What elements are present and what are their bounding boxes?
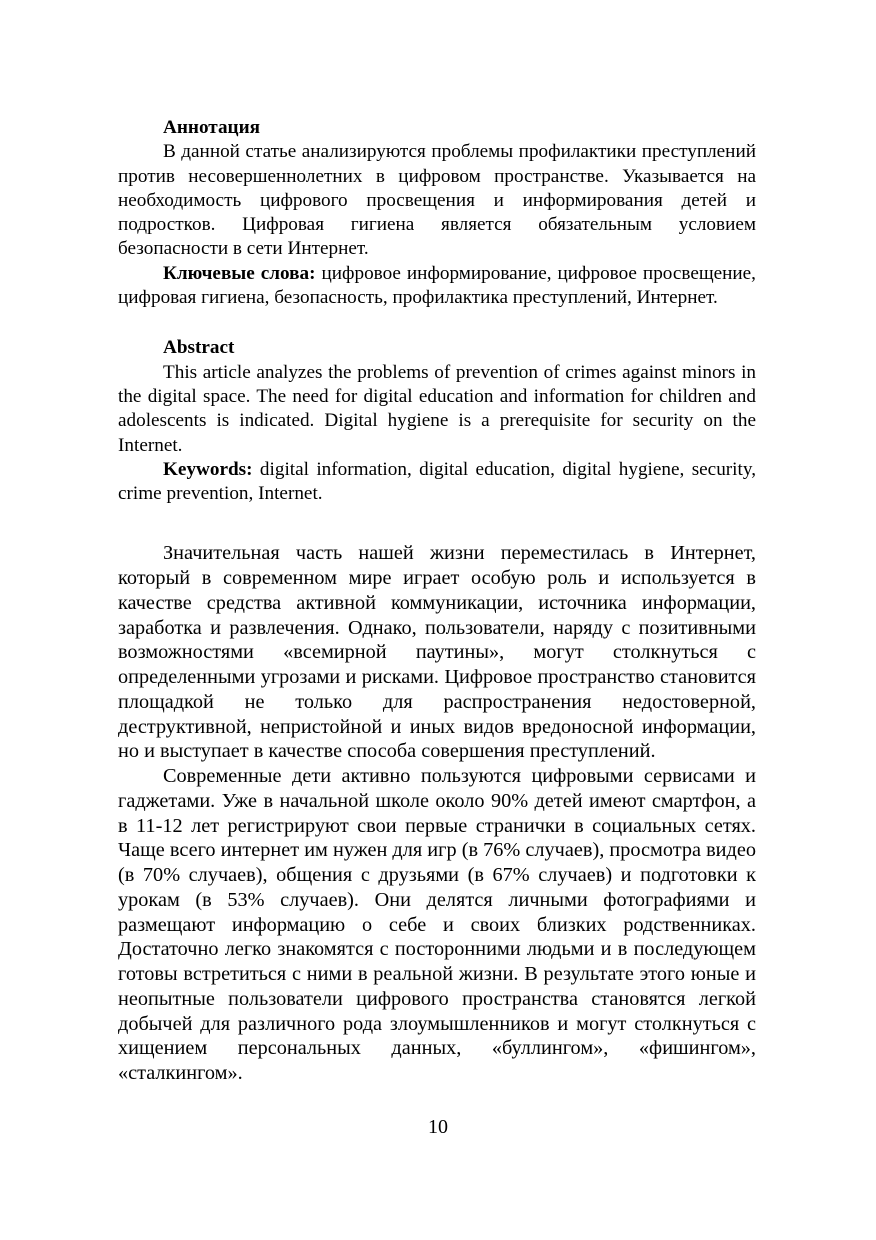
annotation-keywords: [118, 262, 756, 311]
annotation-heading: Аннотация: [163, 117, 261, 138]
body-paragraph: Значительная часть нашей жизни переместилась в Интернет, который в современном мире играет особую роль и используется в качестве средства активной коммуникации, источника информации, заработка и развлечения. Однако, пользователи, наряду с позитивными возможностями «всемирной паутины», могут столкнуться с определенными угрозами и рисками. Цифровое пространство становится площадкой не только для распространения недостоверной, деструктивной, непристойной и иных видов вредоносной информации, но и выступает в качестве способа совершения преступлений.: [118, 542, 756, 763]
abstract-keywords-text: digital information, digital education, digital hygiene, security, crime prevention, Internet.: [118, 458, 756, 505]
abstract-section: [118, 336, 756, 506]
page-content: [118, 116, 756, 1086]
annotation-section: [118, 116, 756, 310]
abstract-text: This article analyzes the problems of prevention of crimes against minors in the digital space. The need for digital education and information for children and adolescents is indicated. Digital hygiene is a prerequisite for security on the Internet.: [118, 361, 756, 456]
abstract-heading: Abstract: [163, 337, 235, 359]
abstract-keywords: [118, 458, 756, 507]
page-number: 10: [428, 1116, 448, 1138]
annotation-keywords-text: цифровое информирование, цифровое просвещение, цифровая гигиена, безопасность, профилактика преступлений, Интернет.: [118, 262, 756, 309]
annotation-text: В данной статье анализируются проблемы профилактики преступлений против несовершеннолетних в цифровом пространстве. Указывается на необходимость цифрового просвещения и информирования детей и подростков. Цифровая гигиена является обязательным условием безопасности в сети Интернет.: [118, 141, 756, 260]
abstract-keywords-label: Keywords:: [163, 458, 253, 480]
body-paragraph: Современные дети активно пользуются цифровыми сервисами и гаджетами. Уже в начальной школе около 90% детей имеют смартфон, а в 11-12 лет регистрируют свои первые странички в социальных сетях. Чаще всего интернет им нужен для игр (в 76% случаев), просмотра видео (в 70% случаев), общения с друзьями (в 67% случаев) и подготовки к урокам (в 53% случаев). Они делятся личными фотографиями и размещают информацию о себе и своих близких родственниках. Достаточно легко знакомятся с посторонними людьми и в последующем готовы встретиться с ними в реальной жизни. В результате этого юные и неопытные пользователи цифрового пространства становятся легкой добычей для различного рода злоумышленников и могут столкнуться с хищением персональных данных, «буллингом», «фишингом», «сталкингом».: [118, 765, 756, 1085]
body-section: [118, 541, 756, 1086]
annotation-keywords-label: Ключевые слова:: [163, 262, 316, 284]
